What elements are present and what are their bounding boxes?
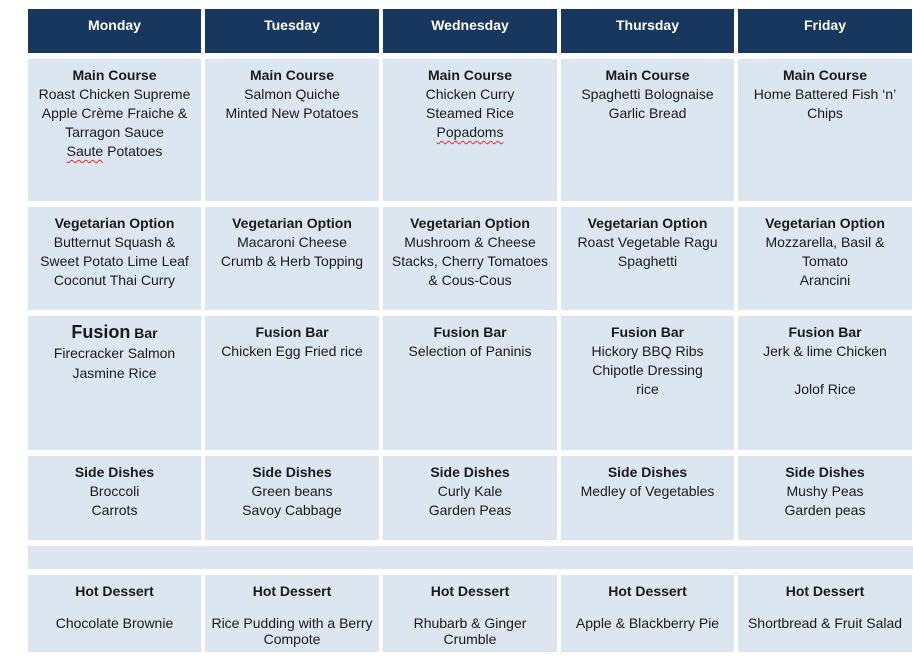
sides-cell-friday: [738, 456, 912, 540]
section-title: Main Course: [427, 67, 512, 83]
fusion-title-rest: Bar: [130, 325, 158, 341]
menu-item: Butternut Squash &: [53, 234, 176, 250]
menu-item: Apple Crème Fraiche &: [41, 105, 188, 121]
day-header-tuesday: Tuesday: [205, 9, 379, 53]
menu-item: Steamed Rice: [426, 105, 514, 121]
menu-item: Coconut Thai Curry: [53, 272, 176, 288]
menu-item: rice: [636, 381, 659, 397]
fusion-cell-monday: [28, 316, 201, 450]
section-title: Side Dishes: [252, 464, 332, 480]
menu-item: Spaghetti Bolognaise: [581, 86, 714, 102]
menu-item: Mushroom & Cheese: [404, 234, 536, 250]
day-header-wednesday: Wednesday: [383, 9, 557, 53]
section-title: Side Dishes: [607, 464, 688, 480]
section-title: Main Course: [72, 67, 157, 83]
vegetarian-cell-friday: [738, 207, 912, 310]
section-title: Hot Dessert: [430, 583, 510, 599]
menu-item: Rice Pudding with a Berry: [211, 615, 373, 631]
section-title: Hot Dessert: [785, 583, 865, 599]
section-title: Fusion Bar: [788, 324, 862, 340]
menu-item: Green beans: [251, 483, 333, 499]
menu-item: Sweet Potato Lime Leaf: [40, 253, 189, 269]
menu-item: Mozzarella, Basil &: [765, 234, 885, 250]
menu-item: Chicken Egg Fried rice: [221, 343, 363, 359]
fusion-cell-tuesday: [205, 316, 379, 450]
menu-item: Spaghetti: [617, 253, 678, 269]
main-course-cell-tuesday: [205, 59, 379, 201]
sides-cell-tuesday: [205, 456, 379, 540]
section-title: Main Course: [605, 67, 690, 83]
menu-item: & Cous-Cous: [428, 272, 512, 288]
menu-item: Jasmine Rice: [72, 365, 157, 381]
menu-item: Garden peas: [784, 502, 866, 518]
day-header-friday: Friday: [738, 9, 912, 53]
sides-cell-monday: [28, 456, 201, 540]
menu-item: Hickory BBQ Ribs: [591, 343, 704, 359]
menu-item: Savoy Cabbage: [242, 502, 342, 518]
menu-item: [738, 361, 912, 380]
empty-row: [28, 546, 913, 569]
menu-item: Crumb & Herb Topping: [220, 253, 364, 269]
menu-item: Salmon Quiche: [244, 86, 340, 102]
sides-cell-wednesday: [383, 456, 557, 540]
fusion-title-word: Fusion: [71, 322, 131, 342]
section-title: Main Course: [782, 67, 867, 83]
menu-item: Saute Potatoes: [66, 143, 163, 159]
sides-cell-thursday: [561, 456, 734, 540]
menu-item: Chips: [807, 105, 843, 121]
dessert-cell-wednesday: [383, 575, 557, 652]
menu-item: Mushy Peas: [786, 483, 864, 499]
section-title: Hot Dessert: [252, 583, 332, 599]
menu-item: Tarragon Sauce: [65, 124, 164, 140]
menu-item: Garden Peas: [428, 502, 512, 518]
menu-item: Home Battered Fish ‘n’: [753, 86, 897, 102]
vegetarian-cell-monday: [28, 207, 201, 310]
menu-item: Arancini: [799, 272, 851, 288]
section-title: Vegetarian Option: [54, 215, 175, 231]
menu-item: Popadoms: [436, 124, 504, 140]
main-course-cell-monday: [28, 59, 201, 201]
menu-item: Selection of Paninis: [408, 343, 532, 359]
section-title: Vegetarian Option: [765, 215, 885, 231]
section-title: Hot Dessert: [75, 583, 154, 599]
main-course-cell-wednesday: [383, 59, 557, 201]
section-title: Fusion Bar: [255, 324, 329, 340]
menu-item: Rhubarb & Ginger: [413, 615, 527, 631]
vegetarian-cell-thursday: [561, 207, 734, 310]
dessert-cell-tuesday: [205, 575, 379, 652]
fusion-cell-friday: [738, 316, 912, 450]
section-title: Fusion Bar: [610, 324, 685, 340]
menu-item: Garlic Bread: [608, 105, 687, 121]
dessert-cell-monday: [28, 575, 201, 652]
vegetarian-cell-wednesday: [383, 207, 557, 310]
fusion-cell-wednesday: [383, 316, 557, 450]
main-course-cell-friday: [738, 59, 912, 201]
menu-item: Tomato: [802, 253, 848, 269]
section-title: Vegetarian Option: [587, 215, 708, 231]
section-title: Side Dishes: [430, 464, 510, 480]
menu-item: Roast Vegetable Ragu: [577, 234, 718, 250]
section-title: Main Course: [249, 67, 334, 83]
vegetarian-cell-tuesday: [205, 207, 379, 310]
section-title: Hot Dessert: [608, 583, 687, 599]
menu-item: Broccoli: [89, 483, 140, 499]
menu-item: Minted New Potatoes: [225, 105, 359, 121]
menu-item: Apple & Blackberry Pie: [575, 615, 720, 631]
day-header-thursday: Thursday: [561, 9, 734, 53]
menu-item: Curly Kale: [437, 483, 503, 499]
section-title: Vegetarian Option: [410, 215, 530, 231]
dessert-cell-friday: [738, 575, 912, 652]
menu-item: Crumble: [443, 631, 497, 647]
menu-item: Stacks, Cherry Tomatoes: [391, 253, 549, 269]
menu-item: Firecracker Salmon: [53, 345, 176, 361]
menu-item: Jerk & lime Chicken: [763, 343, 887, 359]
menu-item: Compote: [263, 631, 321, 647]
menu-item: Jolof Rice: [794, 381, 856, 397]
section-title: [28, 323, 201, 343]
menu-item: Roast Chicken Supreme: [38, 86, 191, 102]
menu-item: Chipotle Dressing: [592, 362, 703, 378]
menu-item: Chocolate Brownie: [55, 615, 174, 631]
main-course-cell-thursday: [561, 59, 734, 201]
menu-item: Macaroni Cheese: [237, 234, 347, 250]
section-title: Vegetarian Option: [232, 215, 352, 231]
fusion-cell-thursday: [561, 316, 734, 450]
menu-item: Shortbread & Fruit Salad: [747, 615, 903, 631]
menu-item: Carrots: [91, 502, 138, 518]
day-header-monday: Monday: [28, 9, 201, 53]
menu-item: Chicken Curry: [425, 86, 515, 102]
section-title: Side Dishes: [785, 464, 865, 480]
section-title: Side Dishes: [74, 464, 155, 480]
dessert-cell-thursday: [561, 575, 734, 652]
section-title: Fusion Bar: [433, 324, 507, 340]
menu-item: Medley of Vegetables: [580, 483, 715, 499]
